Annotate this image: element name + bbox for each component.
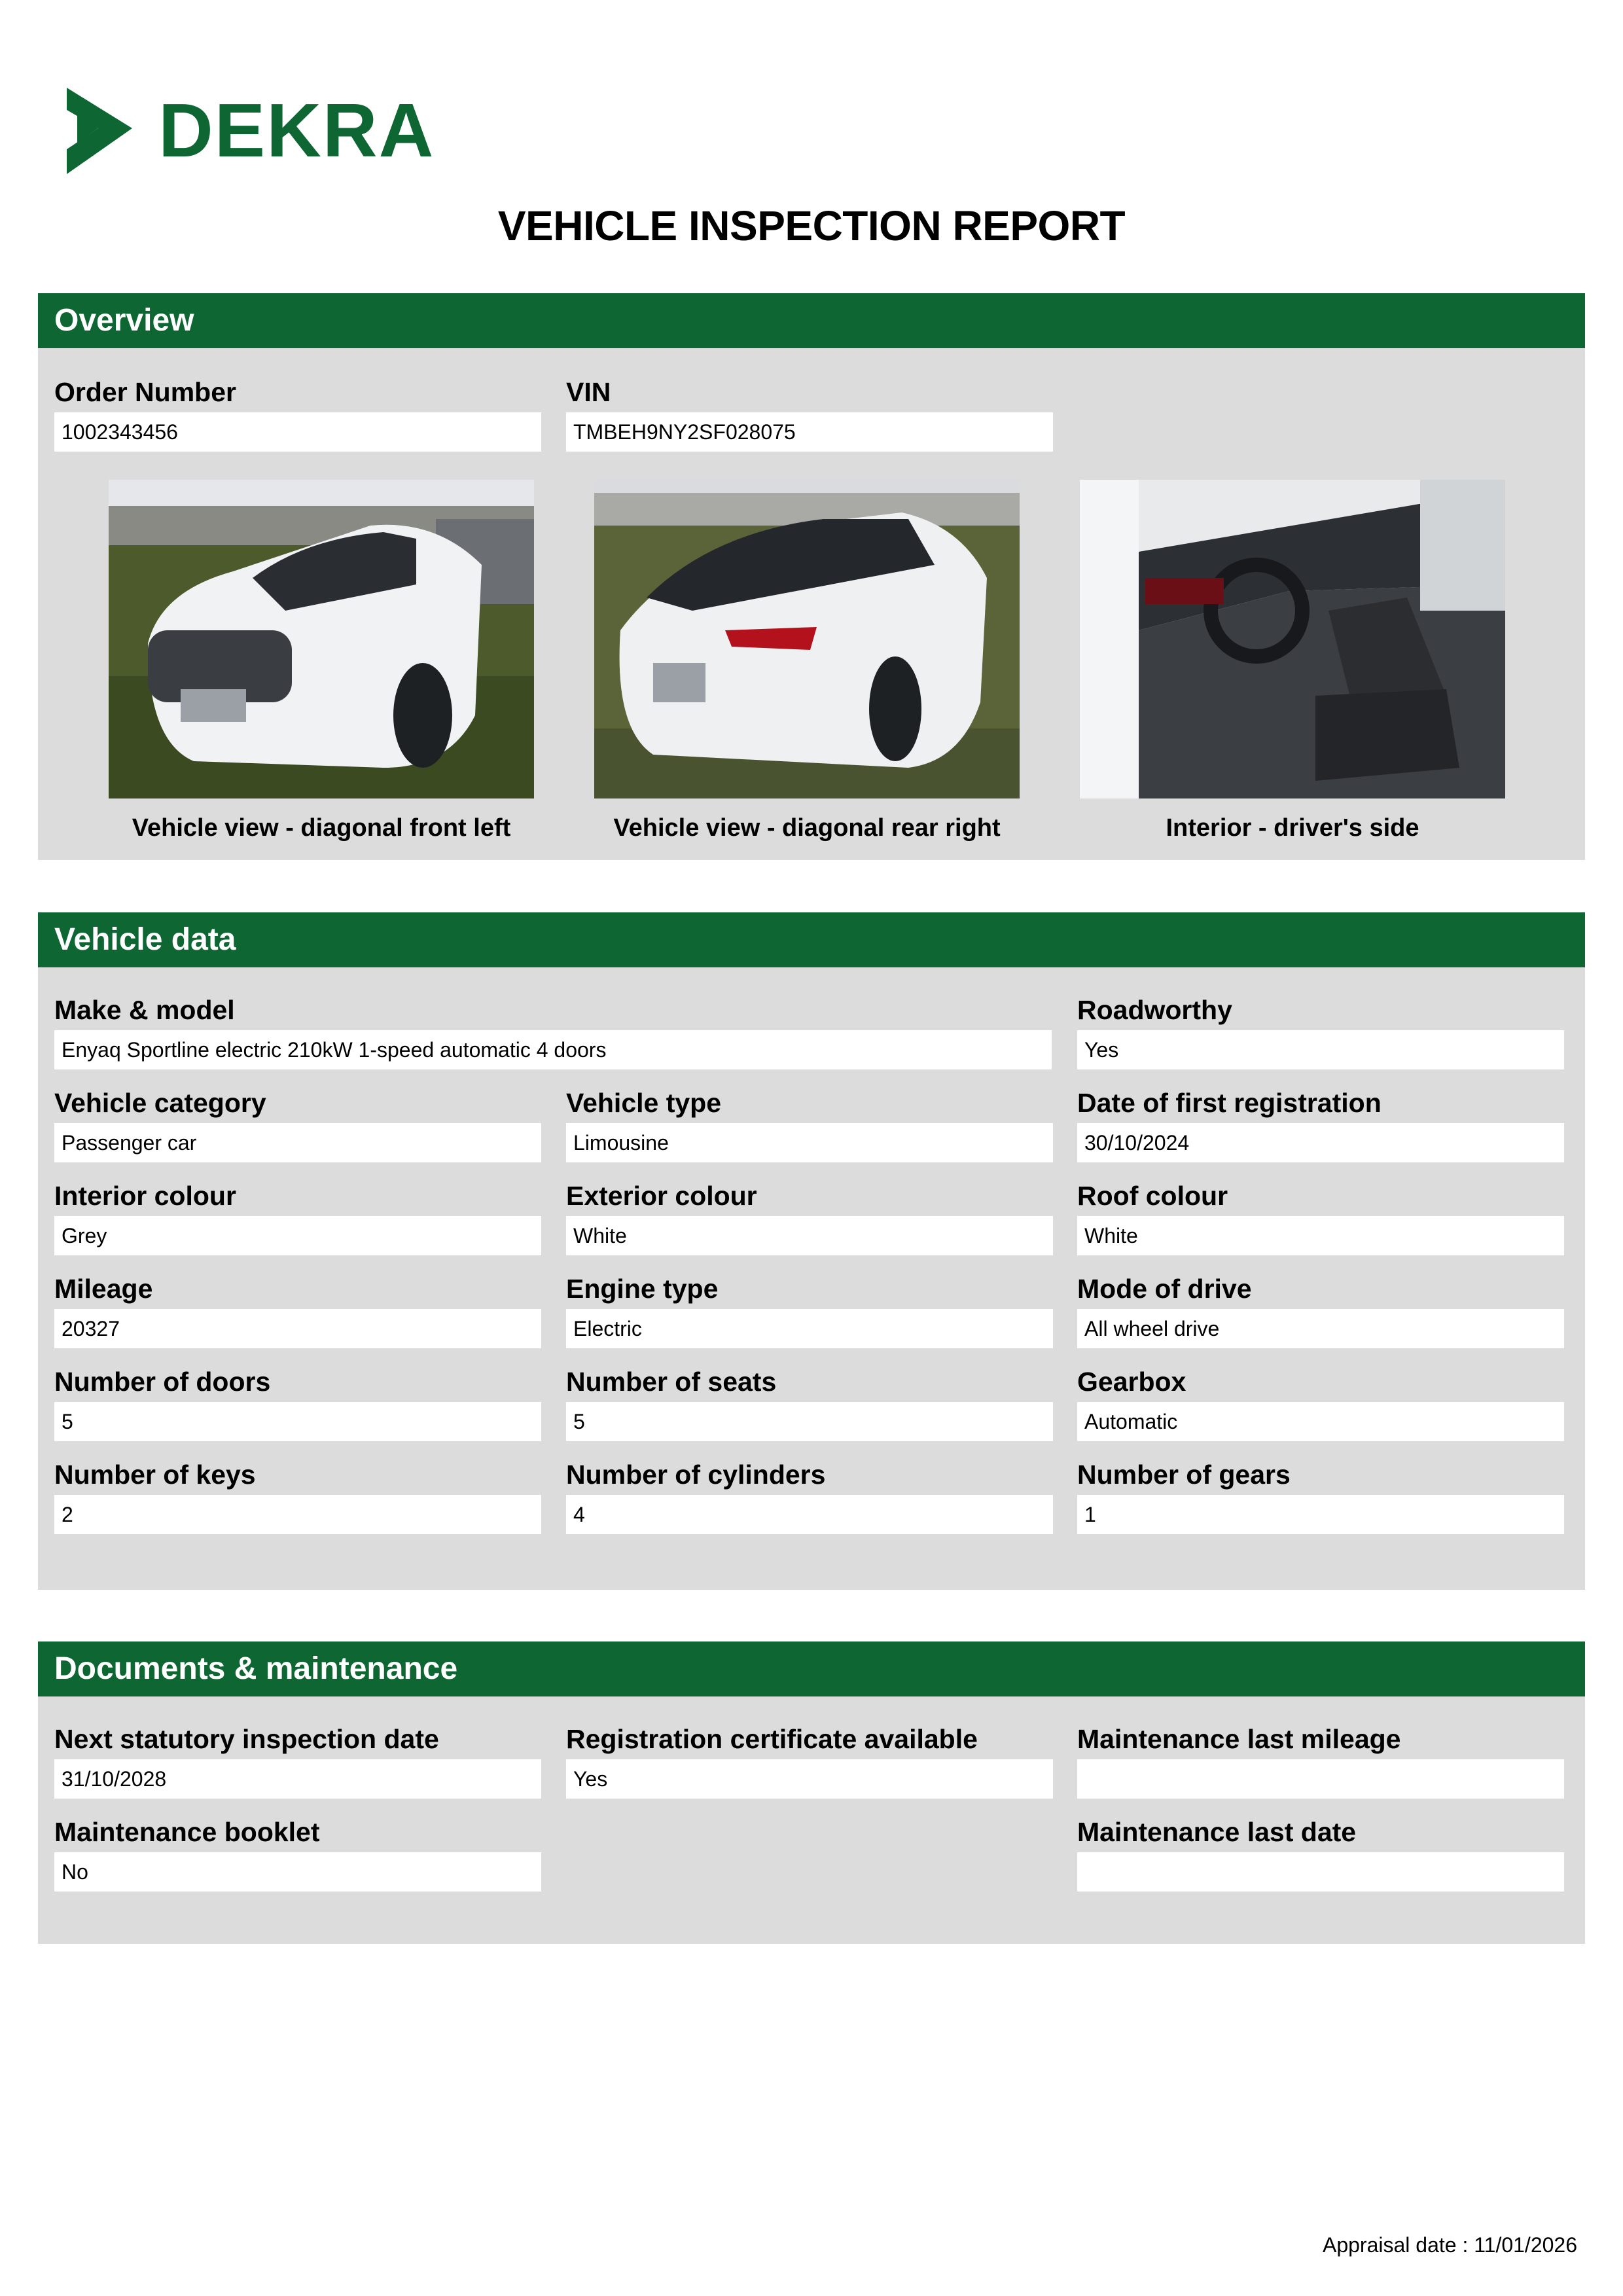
documents-heading: Documents & maintenance — [38, 1641, 1585, 1696]
number-of-gears-value: 1 — [1077, 1495, 1564, 1534]
appraisal-date — [1323, 2232, 1577, 2258]
exterior-colour-field — [566, 1179, 1053, 1255]
next-inspection-value: 31/10/2028 — [54, 1759, 541, 1799]
mode-of-drive-value: All wheel drive — [1077, 1309, 1564, 1348]
make-model-field — [54, 994, 1052, 1069]
vehicle-data-heading: Vehicle data — [38, 912, 1585, 967]
registration-certificate-field — [566, 1723, 1053, 1799]
dekra-logo-mark-icon — [59, 84, 137, 177]
number-of-doors-value: 5 — [54, 1402, 541, 1441]
number-of-cylinders-field — [566, 1458, 1053, 1534]
number-of-keys-field — [54, 1458, 541, 1534]
roof-colour-label: Roof colour — [1077, 1181, 1228, 1211]
photo-front-left-caption: Vehicle view - diagonal front left — [132, 814, 511, 842]
number-of-doors-label: Number of doors — [54, 1367, 271, 1397]
vehicle-front-left-image — [109, 480, 534, 798]
make-model-label: Make & model — [54, 995, 235, 1025]
mileage-field — [54, 1272, 541, 1348]
interior-colour-value: Grey — [54, 1216, 541, 1255]
photo-rear-right-caption: Vehicle view - diagonal rear right — [613, 814, 1001, 842]
number-of-seats-label: Number of seats — [566, 1367, 777, 1397]
registration-certificate-value: Yes — [566, 1759, 1053, 1799]
engine-type-value: Electric — [566, 1309, 1053, 1348]
photo-rear-right[interactable] — [594, 480, 1020, 843]
documents-section — [38, 1641, 1585, 1944]
maintenance-last-mileage-field — [1077, 1723, 1564, 1799]
vehicle-category-label: Vehicle category — [54, 1088, 266, 1118]
vehicle-type-field — [566, 1086, 1053, 1162]
maintenance-booklet-field — [54, 1816, 541, 1892]
vehicle-interior-image — [1080, 480, 1505, 798]
vehicle-category-field — [54, 1086, 541, 1162]
maintenance-last-mileage-value — [1077, 1759, 1564, 1799]
photo-interior-caption: Interior - driver's side — [1166, 814, 1419, 842]
vehicle-type-label: Vehicle type — [566, 1088, 722, 1118]
brand-name: DEKRA — [158, 88, 435, 173]
order-number-value: 1002343456 — [54, 412, 541, 452]
interior-colour-field — [54, 1179, 541, 1255]
appraisal-date-label: Appraisal date : — [1322, 2233, 1474, 2257]
photo-interior[interactable] — [1080, 480, 1505, 843]
mode-of-drive-field — [1077, 1272, 1564, 1348]
mileage-value: 20327 — [54, 1309, 541, 1348]
gearbox-field — [1077, 1365, 1564, 1441]
exterior-colour-value: White — [566, 1216, 1053, 1255]
vehicle-data-section — [38, 912, 1585, 1590]
order-number-label: Order Number — [54, 377, 236, 407]
engine-type-field — [566, 1272, 1053, 1348]
order-number-field — [54, 376, 541, 452]
exterior-colour-label: Exterior colour — [566, 1181, 757, 1211]
mileage-label: Mileage — [54, 1274, 153, 1304]
gearbox-value: Automatic — [1077, 1402, 1564, 1441]
vin-label: VIN — [566, 377, 611, 407]
number-of-seats-field — [566, 1365, 1053, 1441]
maintenance-booklet-label: Maintenance booklet — [54, 1817, 320, 1847]
make-model-value: Enyaq Sportline electric 210kW 1-speed automatic 4 doors — [54, 1030, 1052, 1069]
number-of-doors-field — [54, 1365, 541, 1441]
maintenance-last-date-value — [1077, 1852, 1564, 1892]
mode-of-drive-label: Mode of drive — [1077, 1274, 1252, 1304]
vehicle-type-value: Limousine — [566, 1123, 1053, 1162]
dekra-logo — [59, 84, 435, 177]
number-of-seats-value: 5 — [566, 1402, 1053, 1441]
overview-heading: Overview — [38, 293, 1585, 348]
overview-section — [38, 293, 1585, 860]
maintenance-last-mileage-label: Maintenance last mileage — [1077, 1724, 1401, 1754]
vehicle-rear-right-image — [594, 480, 1020, 798]
first-registration-value: 30/10/2024 — [1077, 1123, 1564, 1162]
roadworthy-field — [1077, 994, 1564, 1069]
roadworthy-value: Yes — [1077, 1030, 1564, 1069]
number-of-gears-field — [1077, 1458, 1564, 1534]
interior-colour-label: Interior colour — [54, 1181, 236, 1211]
number-of-cylinders-label: Number of cylinders — [566, 1460, 826, 1490]
document-title: VEHICLE INSPECTION REPORT — [497, 202, 1126, 249]
appraisal-date-value: 11/01/2026 — [1474, 2233, 1577, 2257]
first-registration-label: Date of first registration — [1077, 1088, 1382, 1118]
number-of-keys-value: 2 — [54, 1495, 541, 1534]
vin-value: TMBEH9NY2SF028075 — [566, 412, 1053, 452]
next-inspection-field — [54, 1723, 541, 1799]
engine-type-label: Engine type — [566, 1274, 719, 1304]
gearbox-label: Gearbox — [1077, 1367, 1186, 1397]
maintenance-last-date-label: Maintenance last date — [1077, 1817, 1357, 1847]
maintenance-booklet-value: No — [54, 1852, 541, 1892]
number-of-keys-label: Number of keys — [54, 1460, 256, 1490]
vin-field — [566, 376, 1053, 452]
roof-colour-field — [1077, 1179, 1564, 1255]
vehicle-category-value: Passenger car — [54, 1123, 541, 1162]
roof-colour-value: White — [1077, 1216, 1564, 1255]
number-of-gears-label: Number of gears — [1077, 1460, 1291, 1490]
next-inspection-label: Next statutory inspection date — [54, 1724, 439, 1754]
number-of-cylinders-value: 4 — [566, 1495, 1053, 1534]
registration-certificate-label: Registration certificate available — [566, 1724, 978, 1754]
first-registration-field — [1077, 1086, 1564, 1162]
maintenance-last-date-field — [1077, 1816, 1564, 1892]
photo-front-left[interactable] — [109, 480, 534, 843]
roadworthy-label: Roadworthy — [1077, 995, 1232, 1025]
